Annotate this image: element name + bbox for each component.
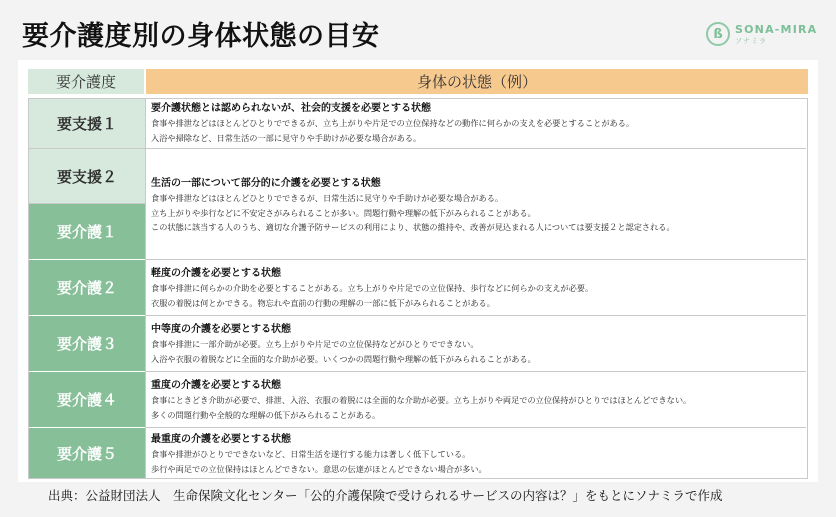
desc-support-1: [146, 99, 806, 149]
source-note: 出典：公益財団法人 生命保険文化センター「公的介護保険で受けられるサービスの内容は？」をもとにソナミラで作成: [48, 488, 723, 503]
desc-care-2: [146, 260, 806, 316]
desc-line: 多くの問題行動や全般的な理解の低下がみられることがある。: [151, 409, 381, 420]
level-care-5: 要介護５: [29, 428, 145, 478]
desc-title: 生活の一部について部分的に介護を必要とする状態: [151, 178, 381, 189]
spiral-logo-icon: ß: [706, 22, 730, 46]
page-title: 要介護度別の身体状態の目安: [22, 21, 380, 52]
logo-kana: ソナミラ: [735, 36, 767, 45]
level-care-4: 要介護４: [29, 372, 145, 428]
level-care-1: 要介護１: [29, 204, 145, 260]
level-support-2: 要支援２: [29, 149, 145, 204]
desc-line: 入浴や掃除など、日常生活の一部に見守りや手助けが必要な場合がある。: [151, 132, 422, 143]
desc-care-4: [146, 372, 806, 428]
desc-title: 軽度の介護を必要とする状態: [151, 268, 281, 279]
desc-line: この状態に該当する人のうち、適切な介護予防サービスの利用により、状態の維持や、改善が見込まれる人については要支援２と認定される。: [151, 222, 675, 232]
desc-line: 立ち上がりや歩行などに不安定さがみられることが多い。問題行動や理解の低下がみられることがある。: [151, 207, 536, 218]
description-column: [146, 98, 808, 479]
level-care-2: 要介護２: [29, 260, 145, 316]
desc-support-2-care-1: [146, 149, 806, 260]
desc-line: 歩行や両足での立位保持はほとんどできない。意思の伝達がほとんどできない場合が多い。: [151, 463, 487, 474]
desc-line: 食事や排泄に何らかの介助を必要とすることがある。立ち上がりや片足での立位保持、歩行などに何らかの支えが必要。: [151, 283, 594, 293]
level-care-3: 要介護３: [29, 316, 145, 372]
logo: [706, 22, 817, 46]
desc-line: 衣服の着脱は何とかできる。物忘れや直前の行動の理解の一部に低下がみられることがある。: [151, 297, 495, 308]
desc-care-5: [146, 428, 806, 478]
header-care-level: 要介護度: [28, 69, 144, 94]
desc-title: 重度の介護を必要とする状態: [151, 380, 281, 391]
desc-title: 最重度の介護を必要とする状態: [151, 434, 291, 445]
logo-name: SONA-MIRA: [735, 22, 818, 36]
level-support-1: 要支援１: [29, 99, 145, 149]
desc-line: 食事にときどき介助が必要で、排泄、入浴、衣服の着脱には全面的な介助が必要。立ち上がりや両足での立位保持がひとりではほとんどできない。: [151, 395, 692, 405]
header-physical-state: 身体の状態（例）: [146, 69, 808, 94]
desc-title: 中等度の介護を必要とする状態: [151, 324, 291, 335]
desc-line: 食事や排泄などはほとんどひとりでできるが、立ち上がりや片足での立位保持などの動作に何らかの支えを必要とすることがある。: [151, 118, 635, 128]
desc-line: 食事や排泄などはほとんどひとりでできるが、日常生活に見守りや手助けが必要な場合がある。: [151, 193, 504, 203]
desc-line: 入浴や衣服の着脱などに全面的な介助が必要。いくつかの問題行動や理解の低下がみられることがある。: [151, 353, 536, 364]
level-column: [28, 98, 146, 479]
desc-care-3: [146, 316, 806, 372]
desc-title: 要介護状態とは認められないが、社会的支援を必要とする状態: [151, 103, 431, 114]
desc-line: 食事や排泄がひとりでできないなど、日常生活を遂行する能力は著しく低下している。: [151, 449, 471, 459]
desc-line: 食事や排泄に一部介助が必要。立ち上がりや片足での立位保持などがひとりでできない。: [151, 339, 479, 349]
